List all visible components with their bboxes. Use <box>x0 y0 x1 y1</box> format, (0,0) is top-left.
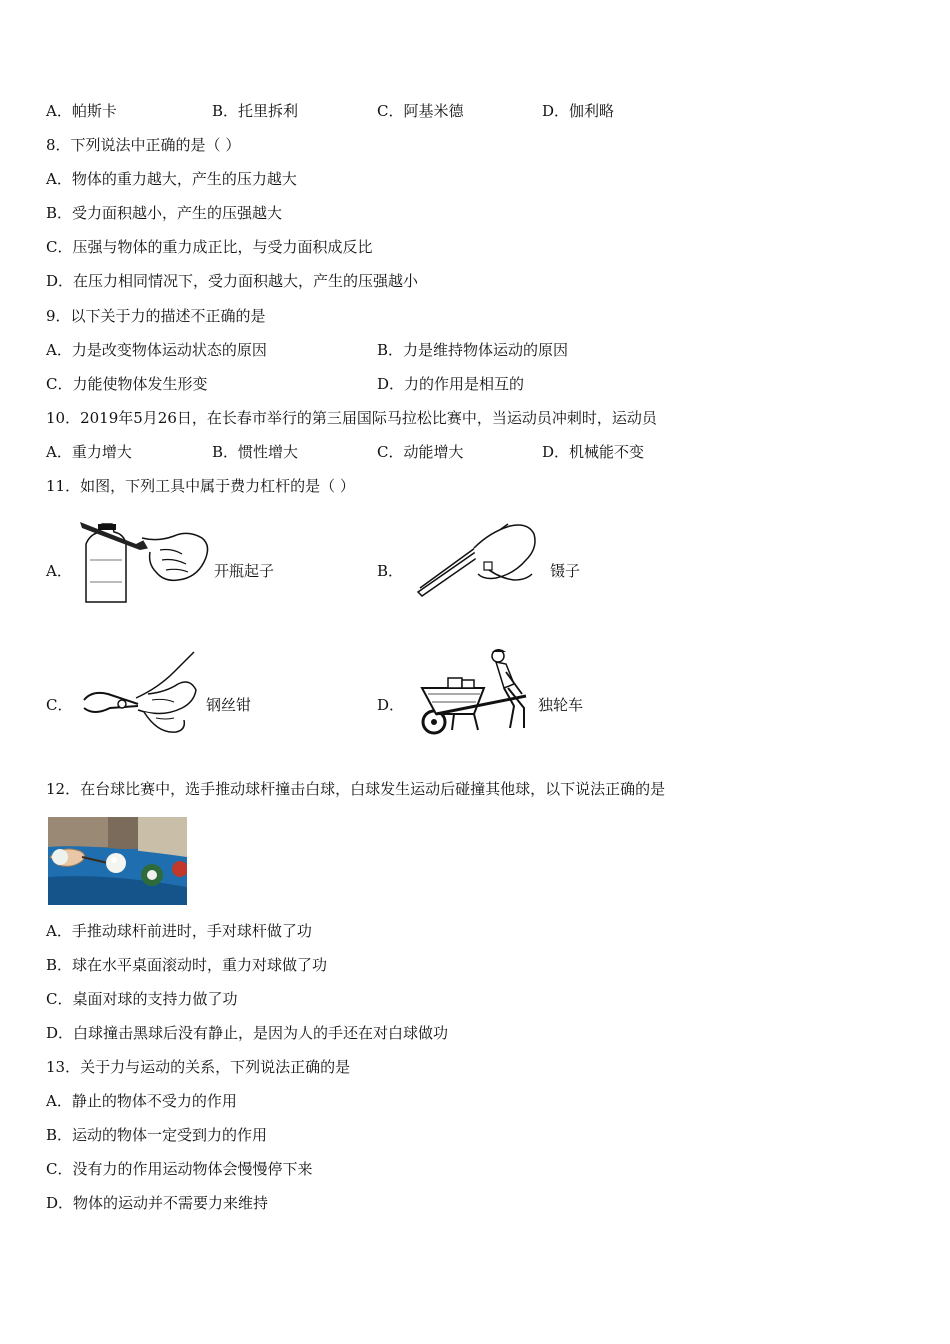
q9-option-a: A．力是改变物体运动状态的原因 <box>46 341 267 359</box>
q12-option-b: B．球在水平桌面滚动时，重力对球做了功 <box>46 956 328 974</box>
bottle-opener-icon <box>78 520 214 606</box>
q8-option-a: A．物体的重力越大，产生的压力越大 <box>46 170 297 188</box>
wheelbarrow-icon <box>414 648 538 738</box>
q11-option-d-caption: 独轮车 <box>538 696 584 714</box>
q12-stem: 12．在台球比赛中，选手推动球杆撞击白球，白球发生运动后碰撞其他球，以下说法正确的是 <box>46 780 666 798</box>
q10-option-c: C．动能增大 <box>377 443 464 461</box>
q11-option-c-caption: 钢丝钳 <box>206 696 252 714</box>
q8-option-c: C．压强与物体的重力成正比，与受力面积成反比 <box>46 238 373 256</box>
q10-option-d: D．机械能不变 <box>542 443 645 461</box>
q8-option-d: D．在压力相同情况下，受力面积越大，产生的压强越小 <box>46 272 419 290</box>
tweezers-icon <box>414 518 538 598</box>
q11-stem: 11．如图，下列工具中属于费力杠杆的是（ ） <box>46 477 355 495</box>
q9-option-b: B．力是维持物体运动的原因 <box>377 341 569 359</box>
q10-option-a: A．重力增大 <box>46 443 132 461</box>
q9-stem: 9．以下关于力的描述不正确的是 <box>46 307 266 325</box>
q11-option-a-letter: A． <box>46 562 72 580</box>
q7-option-c: C．阿基米德 <box>377 102 464 120</box>
q11-option-b-letter: B． <box>377 562 404 580</box>
q11-option-b-caption: 镊子 <box>550 562 581 580</box>
q13-stem: 13．关于力与运动的关系，下列说法正确的是 <box>46 1058 351 1076</box>
pliers-icon <box>78 648 198 740</box>
q12-option-a: A．手推动球杆前进时，手对球杆做了功 <box>46 922 312 940</box>
q11-option-c-letter: C． <box>46 696 73 714</box>
q13-option-d: D．物体的运动并不需要力来维持 <box>46 1194 269 1212</box>
q10-option-b: B．惯性增大 <box>212 443 299 461</box>
q7-option-d: D．伽利略 <box>542 102 615 120</box>
q9-option-c: C．力能使物体发生形变 <box>46 375 208 393</box>
q12-option-c: C．桌面对球的支持力做了功 <box>46 990 238 1008</box>
q11-option-d-letter: D． <box>377 696 405 714</box>
q13-option-a: A．静止的物体不受力的作用 <box>46 1092 237 1110</box>
billiards-photo <box>48 817 187 905</box>
q7-option-b: B．托里拆利 <box>212 102 299 120</box>
q10-stem: 10．2019年5月26日，在长春市举行的第三届国际马拉松比赛中，当运动员冲刺时，运动员 <box>46 409 657 427</box>
q8-option-b: B．受力面积越小，产生的压强越大 <box>46 204 283 222</box>
q11-option-a-caption: 开瓶起子 <box>214 562 275 580</box>
q8-stem: 8．下列说法中正确的是（ ） <box>46 136 241 154</box>
q7-option-a: A．帕斯卡 <box>46 102 117 120</box>
q12-option-d: D．白球撞击黑球后没有静止，是因为人的手还在对白球做功 <box>46 1024 449 1042</box>
q9-option-d: D．力的作用是相互的 <box>377 375 525 393</box>
q13-option-b: B．运动的物体一定受到力的作用 <box>46 1126 268 1144</box>
q13-option-c: C．没有力的作用运动物体会慢慢停下来 <box>46 1160 313 1178</box>
